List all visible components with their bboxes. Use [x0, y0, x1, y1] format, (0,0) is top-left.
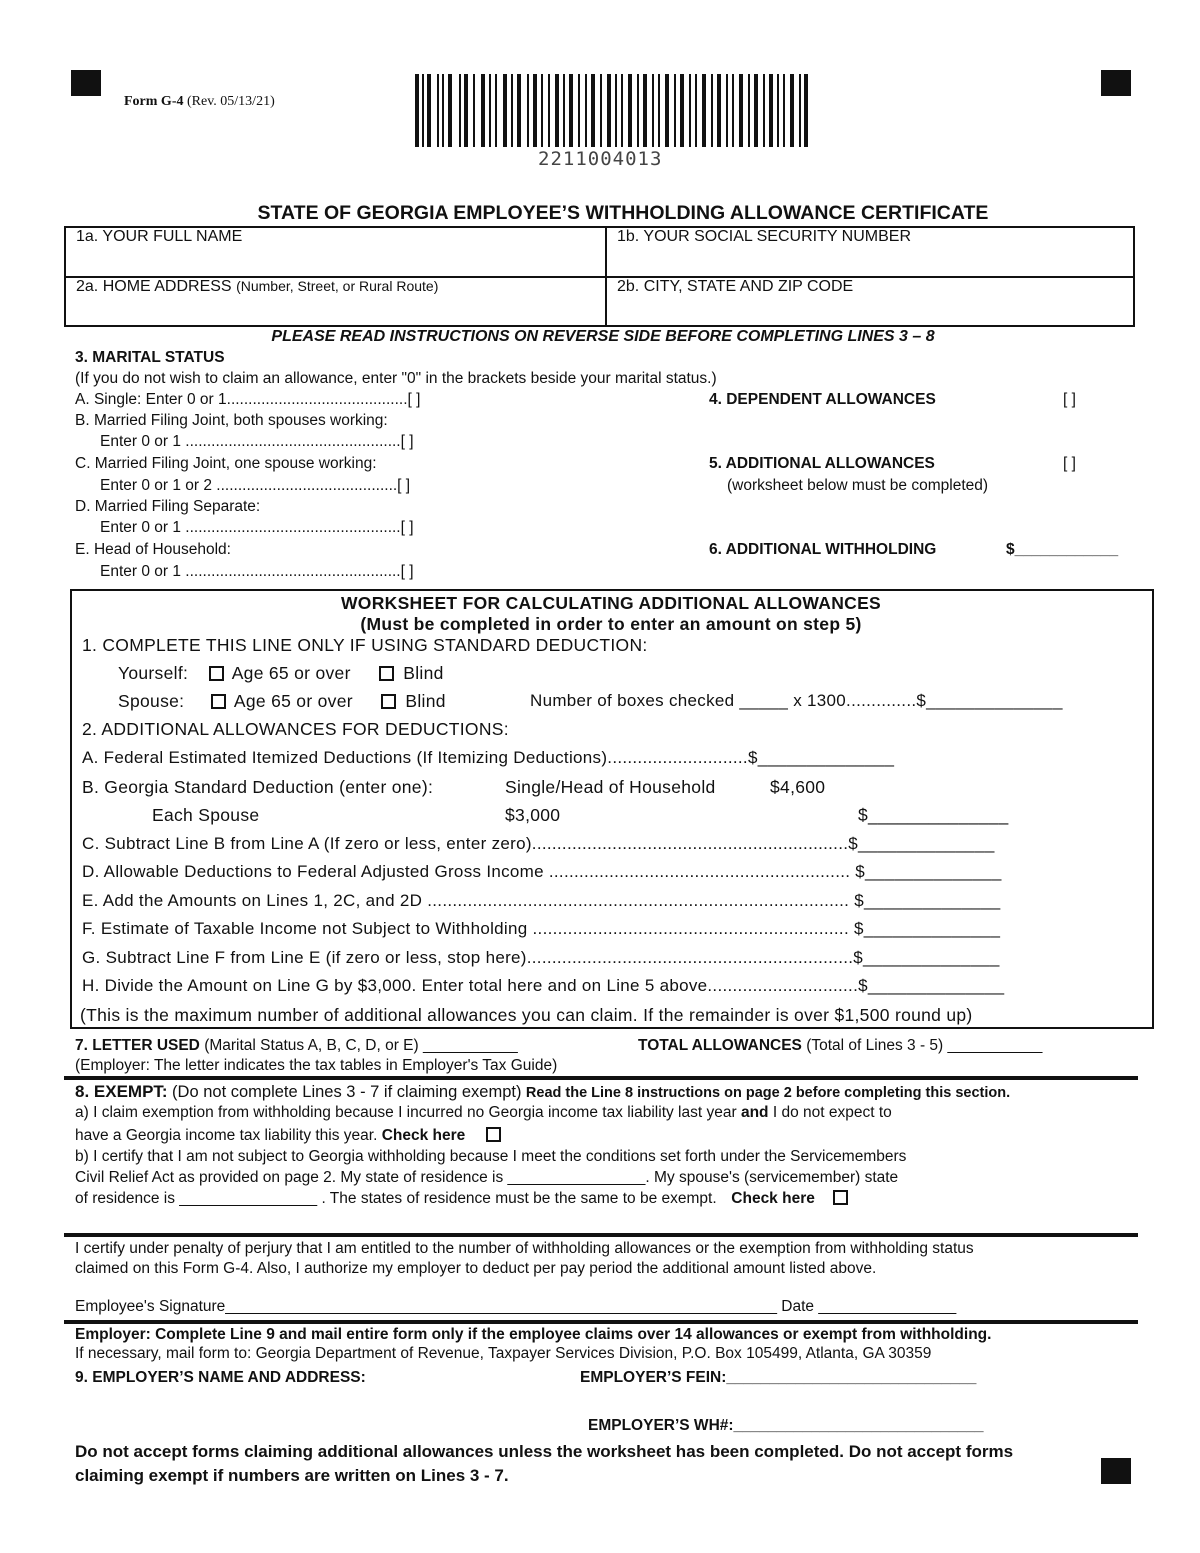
certify-line1: I certify under penalty of perjury that I am entitled to the number of withholding allowances or the exemption from withholding status — [75, 1240, 974, 1257]
yourself-blind-label: Blind — [403, 663, 444, 683]
worksheet-line-2h[interactable]: H. Divide the Amount on Line G by $3,000. Enter total here and on Line 5 above..............................$______________ — [82, 976, 1005, 995]
registration-mark-top-right — [1101, 70, 1131, 96]
marital-option-a[interactable]: A. Single: Enter 0 or 1..........................................[ ] — [75, 391, 421, 408]
exempt-a-checkbox[interactable] — [486, 1127, 501, 1142]
marital-option-b-label: B. Married Filing Joint, both spouses working: — [75, 412, 388, 429]
exempt-b-line3 — [75, 1190, 852, 1208]
signature-date-field[interactable]: Employee's Signature________________________________________________________________ Date ________________ — [75, 1298, 957, 1315]
worksheet-line-1: 1. COMPLETE THIS LINE ONLY IF USING STANDARD DEDUCTION: — [82, 635, 648, 655]
spouse-row — [118, 691, 446, 712]
exempt-a-text2: I do not expect to — [772, 1104, 892, 1121]
spouse-label: Spouse: — [118, 691, 185, 711]
barcode-number: 2211004013 — [538, 148, 663, 170]
yourself-age65-checkbox[interactable] — [209, 666, 224, 681]
worksheet-line-2b-label: B. Georgia Standard Deduction (enter one): — [82, 777, 434, 797]
city-state-zip-label: 2b. CITY, STATE AND ZIP CODE — [617, 278, 854, 295]
ssn-field[interactable] — [607, 228, 1133, 276]
worksheet-title: WORKSHEET FOR CALCULATING ADDITIONAL ALLOWANCES — [340, 593, 882, 613]
home-address-field[interactable] — [66, 278, 605, 325]
home-address-hint: (Number, Street, or Rural Route) — [236, 278, 439, 294]
identity-fields — [64, 226, 1135, 327]
marital-option-e[interactable]: Enter 0 or 1 ..................................................[ ] — [100, 563, 414, 580]
registration-mark-bottom-right — [1101, 1458, 1131, 1484]
marital-option-d-label: D. Married Filing Separate: — [75, 498, 261, 515]
home-address-label: 2a. HOME ADDRESS — [76, 278, 232, 295]
form-title: STATE OF GEORGIA EMPLOYEE’S WITHHOLDING ALLOWANCE CERTIFICATE — [257, 202, 989, 224]
barcode — [415, 74, 811, 149]
ssn-label: 1b. YOUR SOCIAL SECURITY NUMBER — [617, 228, 911, 245]
city-state-zip-field[interactable] — [607, 278, 1133, 325]
registration-mark-top-left — [71, 70, 101, 96]
additional-allowances-label: 5. ADDITIONAL ALLOWANCES — [709, 455, 935, 472]
additional-allowances-note: (worksheet below must be completed) — [727, 477, 989, 494]
letter-used-field[interactable]: (Marital Status A, B, C, D, or E) ___________ — [204, 1037, 518, 1054]
certify-line2: claimed on this Form G-4. Also, I authorize my employer to deduct per pay period the additional amount listed above. — [75, 1260, 877, 1277]
marital-option-d[interactable]: Enter 0 or 1 ..................................................[ ] — [100, 519, 414, 536]
full-name-field[interactable] — [66, 228, 605, 276]
full-name-label: 1a. YOUR FULL NAME — [76, 228, 243, 245]
worksheet-line-2a[interactable]: A. Federal Estimated Itemized Deductions (If Itemizing Deductions)............................$______________ — [82, 748, 895, 767]
boxes-checked-field[interactable]: Number of boxes checked _____ x 1300..............$______________ — [530, 691, 1063, 710]
single-hoh-amount: $4,600 — [770, 777, 826, 797]
footer-note-line2: claiming exempt if numbers are written on Lines 3 - 7. — [75, 1466, 509, 1485]
exempt-hint: (Do not complete Lines 3 - 7 if claiming exempt) — [172, 1083, 522, 1101]
employer-name-address-field[interactable]: 9. EMPLOYER’S NAME AND ADDRESS: — [75, 1369, 366, 1386]
letter-used-note: (Employer: The letter indicates the tax tables in Employer's Tax Guide) — [75, 1057, 558, 1074]
exempt-a-line1 — [75, 1104, 892, 1122]
total-allowances-label: TOTAL ALLOWANCES — [638, 1037, 802, 1054]
worksheet-line-2d[interactable]: D. Allowable Deductions to Federal Adjusted Gross Income ............................................................ $______________ — [82, 862, 1002, 881]
footer-note-line1: Do not accept forms claiming additional allowances unless the worksheet has been completed. Do not accept forms — [75, 1442, 1014, 1461]
marital-status-heading: 3. MARITAL STATUS — [75, 349, 225, 366]
employer-wh-field[interactable]: EMPLOYER’S WH#:_____________________________ — [588, 1417, 984, 1434]
worksheet-line-2g[interactable]: G. Subtract Line F from Line E (if zero or less, stop here).................................................................$______________ — [82, 948, 1000, 967]
each-spouse-amount: $3,000 — [505, 805, 561, 825]
exempt-a-text: a) I claim exemption from withholding because I incurred no Georgia income tax liability last year — [75, 1104, 737, 1121]
divider — [64, 1233, 1138, 1237]
form-id — [124, 94, 275, 110]
divider — [64, 1076, 1138, 1080]
employer-mail-address: If necessary, mail form to: Georgia Department of Revenue, Taxpayer Services Division, P.O. Box 105499, Atlanta, GA 30359 — [75, 1345, 932, 1362]
yourself-row — [118, 663, 444, 684]
marital-option-e-label: E. Head of Household: — [75, 541, 231, 558]
dependent-allowances-field[interactable]: [ ] — [1063, 391, 1076, 408]
instructions-note: PLEASE READ INSTRUCTIONS ON REVERSE SIDE BEFORE COMPLETING LINES 3 – 8 — [271, 328, 935, 345]
additional-withholding-field[interactable]: $____________ — [1006, 541, 1119, 558]
worksheet-line-2e[interactable]: E. Add the Amounts on Lines 1, 2C, and 2D .................................................................................... $______________ — [82, 891, 1001, 910]
employer-fein-field[interactable]: EMPLOYER’S FEIN:_____________________________ — [580, 1369, 977, 1386]
yourself-blind-checkbox[interactable] — [379, 666, 394, 681]
worksheet-line-2b-field[interactable]: $______________ — [858, 805, 1009, 825]
exempt-b-check-label: Check here — [731, 1190, 815, 1207]
exempt-a-check-label: Check here — [381, 1127, 466, 1144]
exempt-b-text[interactable]: of residence is ________________ . The states of residence must be the same to be exempt. — [75, 1190, 717, 1207]
exempt-heading — [75, 1082, 1010, 1102]
form-number: Form G-4 — [124, 94, 184, 109]
exempt-b-line1: b) I certify that I am not subject to Georgia withholding because I meet the conditions set forth under the Servicemembers — [75, 1148, 907, 1165]
total-allowances-field[interactable]: (Total of Lines 3 - 5) ___________ — [806, 1037, 1043, 1054]
each-spouse-label: Each Spouse — [152, 805, 260, 825]
additional-withholding-label: 6. ADDITIONAL WITHHOLDING — [709, 541, 937, 558]
spouse-blind-label: Blind — [405, 691, 446, 711]
form-revision: (Rev. 05/13/21) — [186, 94, 275, 109]
yourself-age65-label: Age 65 or over — [231, 663, 351, 683]
exempt-a-text3: have a Georgia income tax liability this year. — [75, 1127, 378, 1144]
spouse-age65-checkbox[interactable] — [211, 694, 226, 709]
employer-instructions: Employer: Complete Line 9 and mail entire form only if the employee claims over 14 allowances or exempt from withholding. — [75, 1326, 992, 1343]
exempt-a-and: and — [740, 1104, 769, 1121]
exempt-bold-note: Read the Line 8 instructions on page 2 before completing this section. — [525, 1085, 1011, 1101]
exempt-a-line2 — [75, 1127, 505, 1145]
marital-status-note: (If you do not wish to claim an allowance, enter "0" in the brackets beside your marital status.) — [75, 370, 717, 387]
marital-option-b[interactable]: Enter 0 or 1 ..................................................[ ] — [100, 433, 414, 450]
marital-option-c[interactable]: Enter 0 or 1 or 2 ..........................................[ ] — [100, 477, 411, 494]
exempt-label: 8. EXEMPT: — [75, 1082, 168, 1101]
dependent-allowances-label: 4. DEPENDENT ALLOWANCES — [709, 391, 936, 408]
worksheet-line-2f[interactable]: F. Estimate of Taxable Income not Subject to Withholding ............................................................... $______________ — [82, 919, 1001, 938]
exempt-b-line2[interactable]: Civil Relief Act as provided on page 2. My state of residence is ________________. My spouse's (servicemember) state — [75, 1169, 899, 1186]
spouse-blind-checkbox[interactable] — [381, 694, 396, 709]
worksheet-line-2c[interactable]: C. Subtract Line B from Line A (If zero or less, enter zero)...............................................................$______________ — [82, 834, 995, 853]
additional-allowances-field[interactable]: [ ] — [1063, 455, 1076, 472]
yourself-label: Yourself: — [118, 663, 189, 683]
total-allowances-row — [638, 1037, 1042, 1055]
divider — [64, 1320, 1138, 1324]
single-hoh-label: Single/Head of Household — [505, 777, 716, 797]
exempt-b-checkbox[interactable] — [833, 1190, 848, 1205]
worksheet-note: (This is the maximum number of additional allowances you can claim. If the remainder is over $1,500 round up) — [80, 1005, 973, 1025]
worksheet-line-2: 2. ADDITIONAL ALLOWANCES FOR DEDUCTIONS: — [82, 719, 509, 739]
marital-option-c-label: C. Married Filing Joint, one spouse working: — [75, 455, 377, 472]
letter-used-label: 7. LETTER USED — [75, 1037, 200, 1054]
spouse-age65-label: Age 65 or over — [233, 691, 353, 711]
worksheet-subtitle: (Must be completed in order to enter an amount on step 5) — [360, 614, 862, 634]
letter-used-row — [75, 1037, 518, 1055]
